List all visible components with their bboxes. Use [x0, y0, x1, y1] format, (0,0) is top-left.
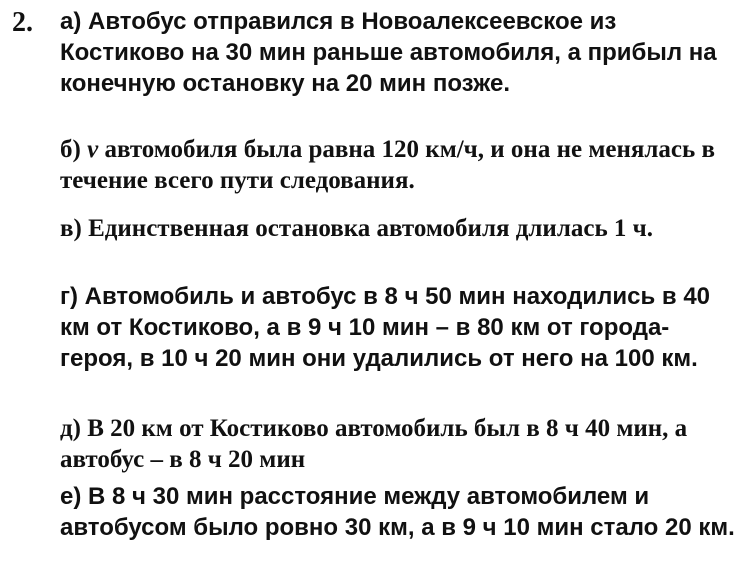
problem-number: 2. [12, 7, 33, 38]
statement-a: а) Автобус отправился в Новоалексеевское из Костиково на 30 мин раньше автомобиля, а прибыл на конечную остановку на 20 мин позже. [60, 8, 717, 97]
statement-v: в) Единственная остановка автомобиля длилась 1 ч. [60, 215, 654, 242]
statement-b-prefix: б) [60, 136, 88, 163]
statement-g: г) Автомобиль и автобус в 8 ч 50 мин находились в 40 км от Костиково, а в 9 ч 10 мин – в 80 км от города-героя, в 10 ч 20 мин они удалились от него на 100 км. [60, 283, 711, 372]
statement-e: е) В 8 ч 30 мин расстояние между автомобилем и автобусом было ровно 30 км, а в 9 ч 10 мин стало 20 км. [60, 483, 735, 541]
statement-b [60, 134, 736, 196]
statement-b-text: автомобиля была равна 120 км/ч, и она не менялась в течение всего пути следования. [60, 136, 715, 194]
statement-d: д) В 20 км от Костиково автомобиль был в 8 ч 40 мин, а автобус – в 8 ч 20 мин [60, 415, 688, 473]
velocity-symbol: v [87, 136, 99, 163]
